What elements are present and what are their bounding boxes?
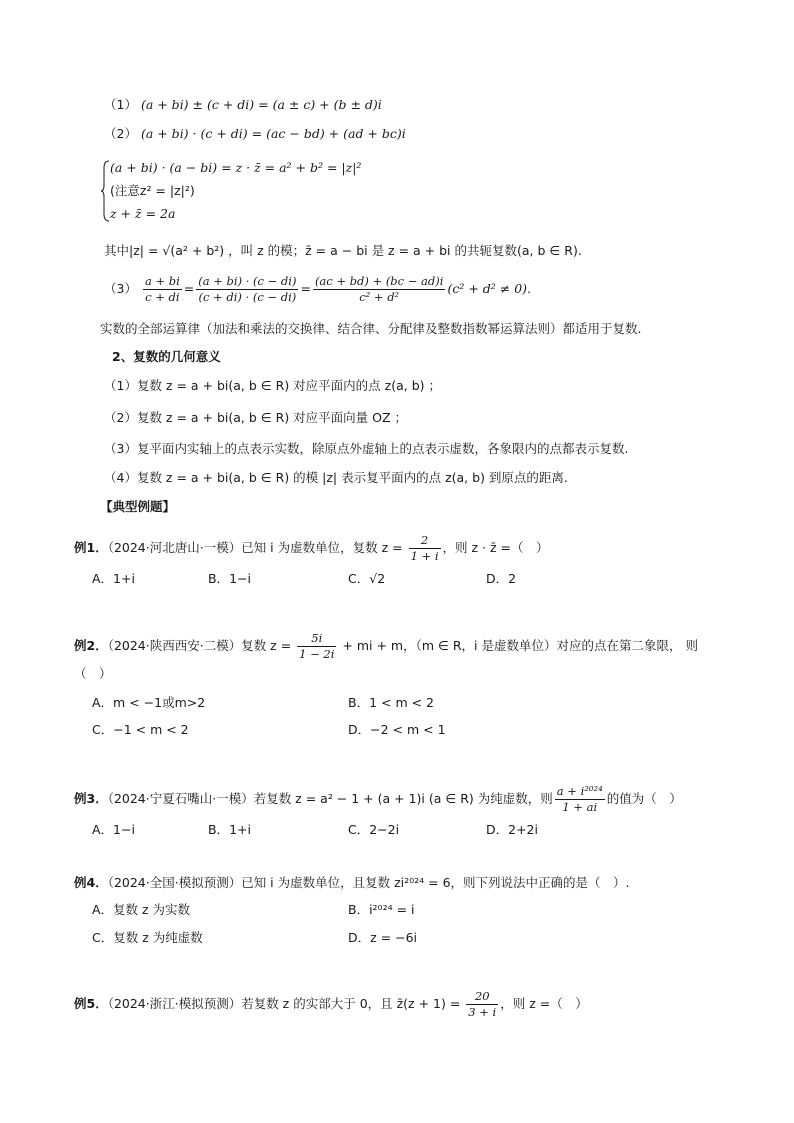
option-c[interactable]: C．−1 < m < 2: [92, 722, 189, 737]
option-a[interactable]: A．复数 z 为实数: [92, 902, 191, 917]
example-1: 例1．（2024·河北唐山·一模）已知 i 为虚数单位，复数 z = $\frac{2}{1 + i}$ ，则 z · z̄ =（ ）: [74, 533, 549, 563]
geometry-item: （3）复平面内实轴上的点表示实数，除原点外虚轴上的点表示虚数，各象限内的点都表示复数.: [104, 441, 629, 456]
example-4: 例4．（2024·全国·模拟预测）已知 i 为虚数单位，且复数 zi²⁰²⁴ = 6，则下列说法中正确的是（ ）.: [74, 875, 630, 890]
option-b[interactable]: B．1 < m < 2: [348, 695, 434, 710]
option-d[interactable]: D．2+2i: [486, 822, 538, 837]
option-a[interactable]: A．m < −1或m>2: [92, 695, 206, 710]
left-brace-icon: [100, 160, 110, 222]
example-label: 例4．: [74, 875, 108, 890]
example-2: 例2．（2024·陕西西安·二模）复数 z = $\frac{5i}{1 - 2i}$ + mi + m，（m ∈ R，i 是虚数单位）对应的点在第二象限， 则: [74, 631, 698, 661]
fraction: $\frac{2}{1 + i}$: [410, 533, 439, 563]
typical-examples-heading: 【典型例题】: [100, 499, 176, 514]
fraction: $\frac{20}{3 + i}$: [468, 989, 497, 1019]
geometry-item: （1）复数 z = a + bi(a, b ∈ R) 对应平面内的点 z(a, b) ；: [104, 378, 441, 393]
formula-multiply: [104, 126, 406, 142]
option-d[interactable]: D．z = −6i: [348, 930, 418, 945]
modulus-definition: 其中|z| = √(a² + b²) ，叫 z 的模；z̄ = a − bi 是 z = a + bi 的共轭复数(a, b ∈ R).: [104, 243, 582, 258]
section-heading: 2、复数的几何意义: [112, 349, 221, 364]
fraction-lhs: $\frac{a + bi}{c + di}$: [144, 274, 180, 304]
brace-line-sum: z + z̄ = 2a: [110, 206, 176, 221]
option-b[interactable]: B．1−i: [208, 571, 251, 586]
option-b[interactable]: B．i²⁰²⁴ = i: [348, 902, 415, 917]
fraction-rhs: $\frac{(ac + bd) + (bc - ad)i}{\text{c² + d²}}$: [314, 274, 444, 304]
example-label: 例1．: [74, 540, 108, 555]
fraction: $\frac{5i}{1 - 2i}$: [299, 631, 335, 661]
example-3: 例3．（2024·宁夏石嘴山·一模）若复数 z = a² − 1 + (a + 1)i (a ∈ R) 为纯虚数，则 $\frac{\text{a + i²⁰²⁴}}{1 + ai}$ 的值为（ ）: [74, 784, 682, 814]
option-c[interactable]: C．2−2i: [348, 822, 400, 837]
formula-expression: (a + bi) · (c + di) = (ac − bd) + (ad + bc)i: [140, 126, 406, 141]
formula-label: （1）: [104, 97, 137, 112]
formula-expression: (a + bi) ± (c + di) = (a ± c) + (b ± d)i: [140, 97, 382, 112]
fraction: $\frac{\text{a + i²⁰²⁴}}{1 + ai}$: [556, 784, 603, 814]
example-label: 例2．: [74, 638, 108, 653]
example-2-blank: （ ）: [74, 666, 112, 681]
option-c[interactable]: C．复数 z 为纯虚数: [92, 930, 203, 945]
brace-line-note: (注意z² = |z|²): [110, 183, 195, 198]
formula-label: （2）: [104, 126, 137, 141]
example-5: 例5．（2024·浙江·模拟预测）若复数 z 的实部大于 0，且 z̄(z + 1) = $\frac{20}{3 + i}$ ，则 z =（ ）: [74, 989, 588, 1019]
option-a[interactable]: A．1+i: [92, 571, 135, 586]
formula-divide: （3） $\frac{a + bi}{c + di}$ = $\frac{(a + bi) \cdot (c - di)}{(c + di) \cdot (c - di)}$ = $\frac{(ac + bd) + (bc - ad)i}{\text{c² + d²}}$ (c² + d² ≠ 0).: [104, 274, 531, 304]
example-label: 例3．: [74, 791, 108, 806]
option-c[interactable]: C．√2: [348, 571, 386, 586]
option-a[interactable]: A．1−i: [92, 822, 135, 837]
brace-line-conjugate-product: (a + bi) · (a − bi) = z · z̄ = a² + b² = |z|²: [110, 160, 362, 175]
option-d[interactable]: D．2: [486, 571, 517, 586]
geometry-item: （4）复数 z = a + bi(a, b ∈ R) 的模 |z| 表示复平面内的点 z(a, b) 到原点的距离.: [104, 470, 568, 485]
fraction-mid: $\frac{(a + bi) \cdot (c - di)}{(c + di) \cdot (c - di)}$: [198, 274, 297, 304]
option-b[interactable]: B．1+i: [208, 822, 251, 837]
geometry-item: （2）复数 z = a + bi(a, b ∈ R) 对应平面向量 OZ ；: [104, 410, 408, 425]
operation-laws-note: 实数的全部运算律（加法和乘法的交换律、结合律、分配律及整数指数幂运算法则）都适用于复数.: [100, 321, 642, 336]
formula-condition: (c² + d² ≠ 0).: [447, 281, 531, 296]
example-label: 例5．: [74, 996, 108, 1011]
formula-label: （3）: [104, 281, 137, 296]
option-d[interactable]: D．−2 < m < 1: [348, 722, 446, 737]
formula-add-sub: [104, 97, 382, 113]
